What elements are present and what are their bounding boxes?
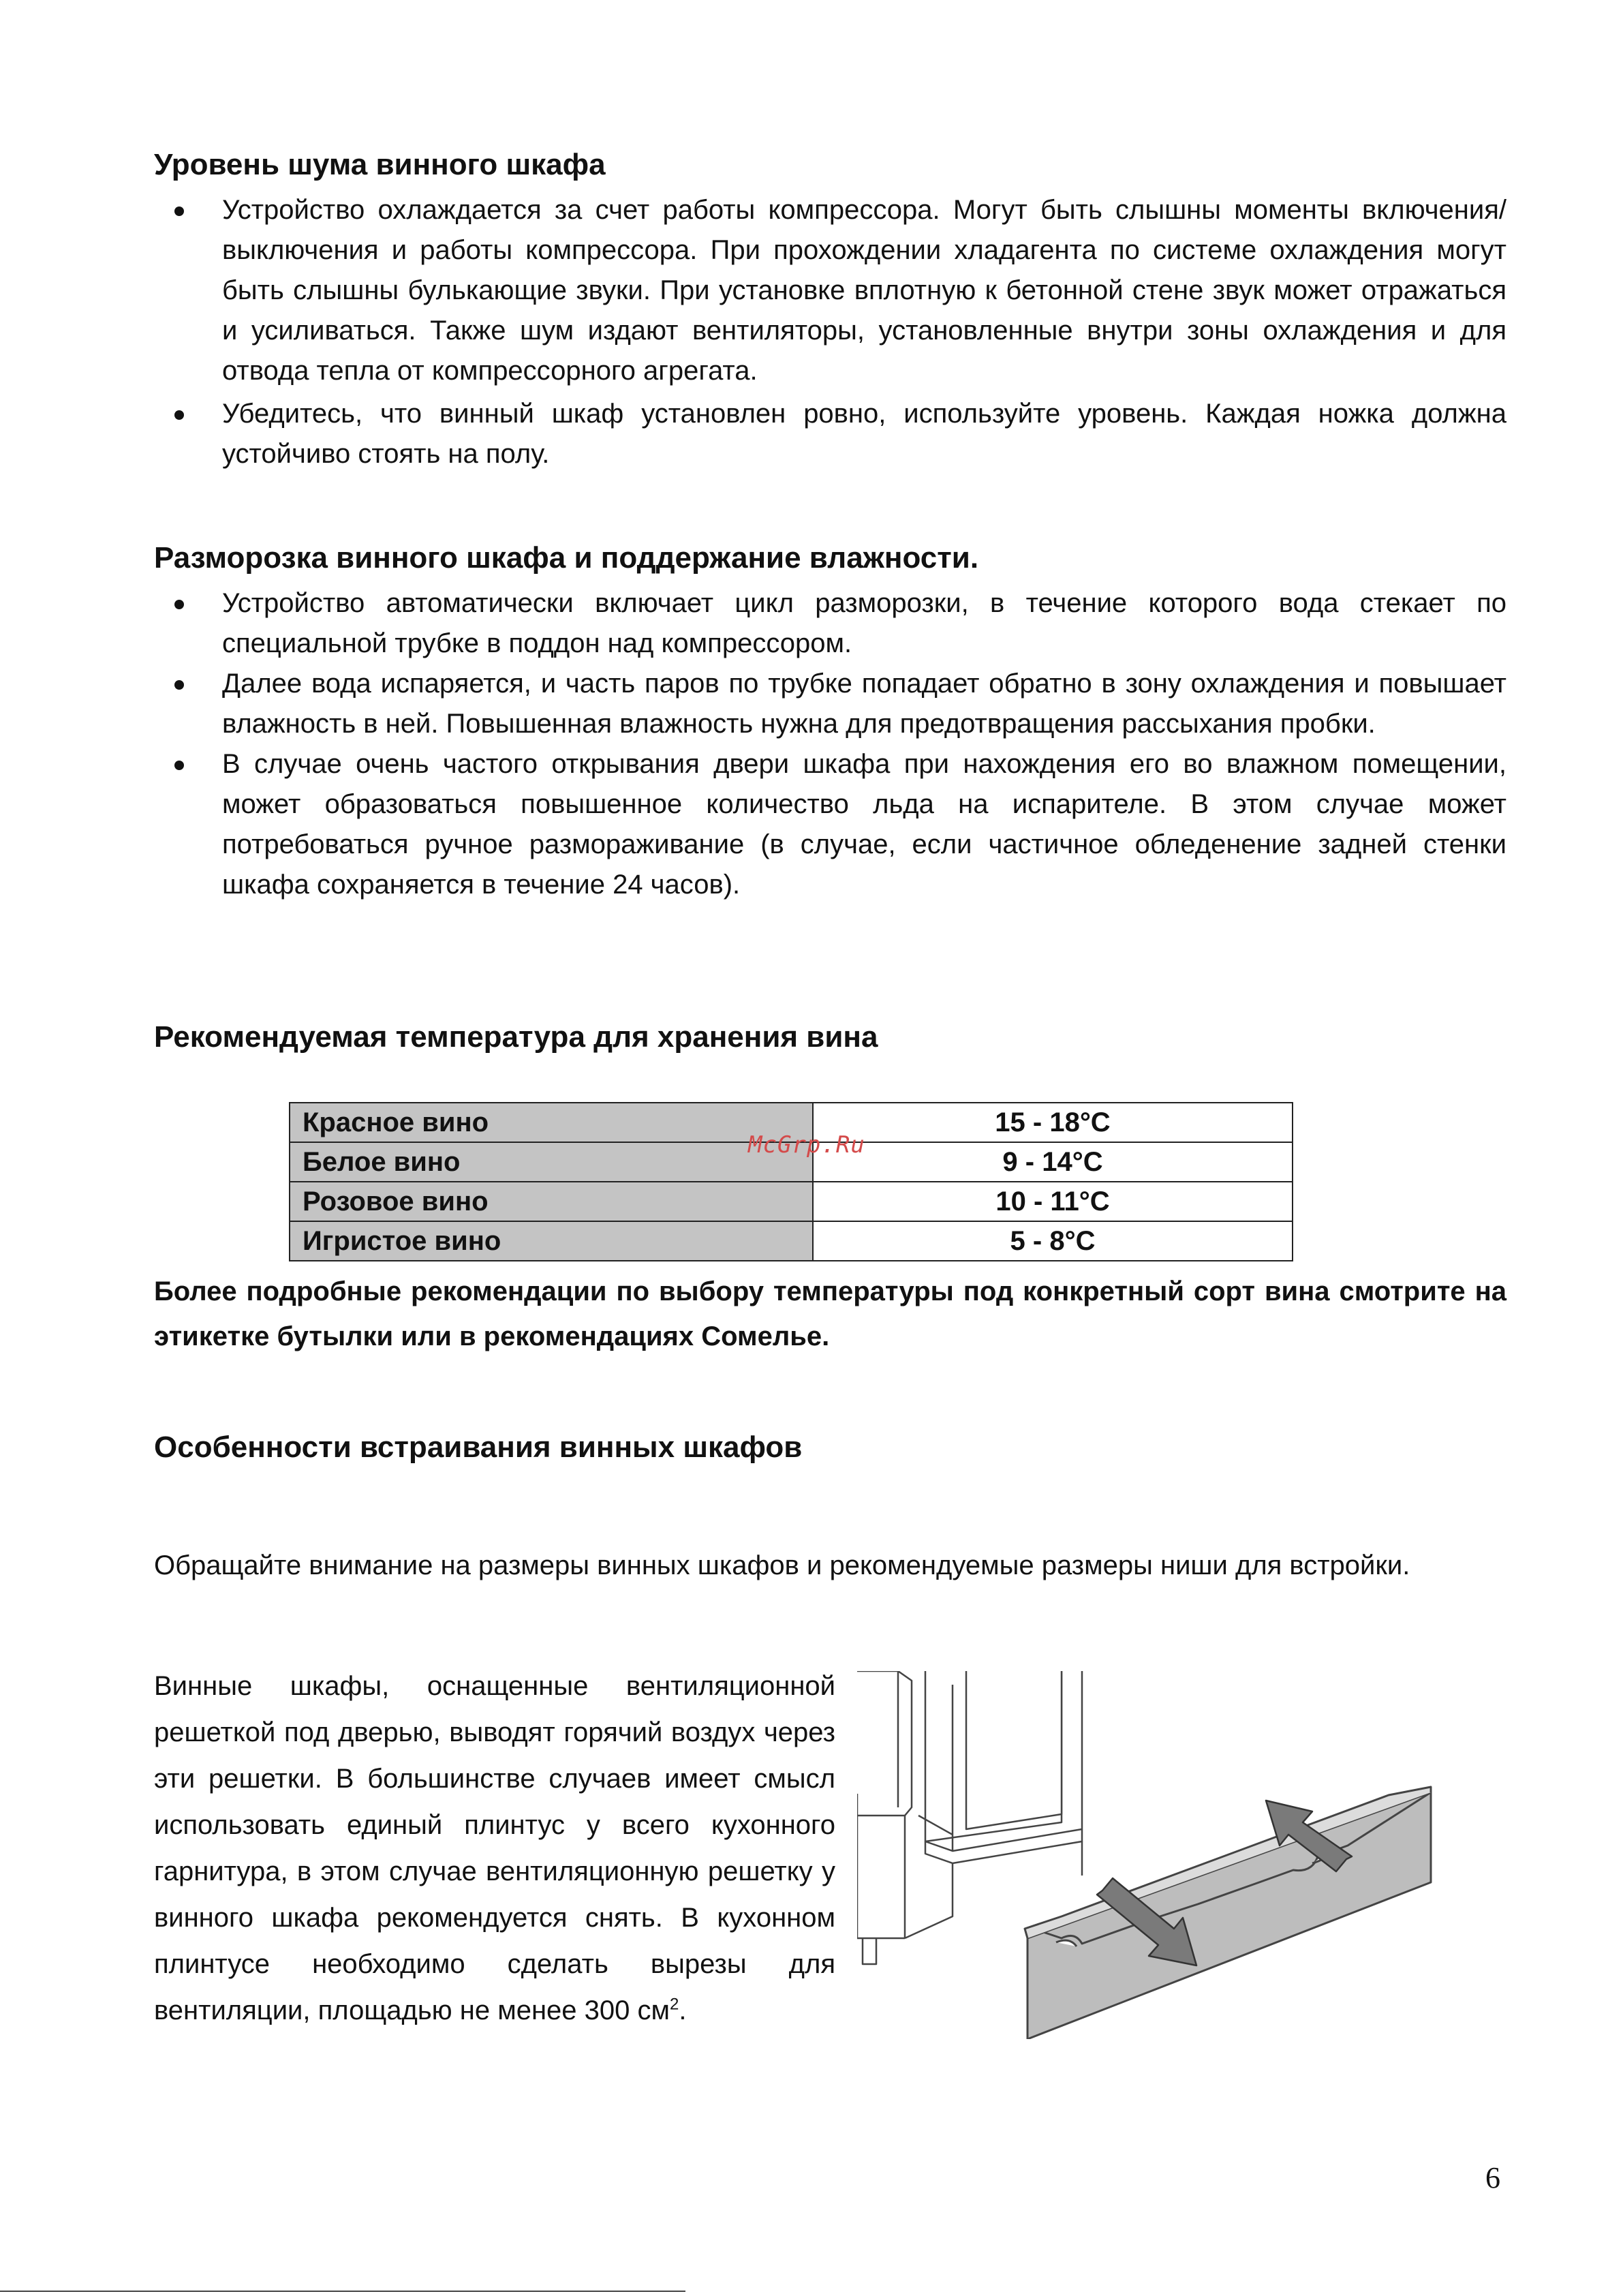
list-item: Далее вода испаряется, и часть паров по трубке попадает обратно в зону охлаждения и повышает влажность в ней. Повышенная влажность нужна для предотвращения рассыхания пробки. [154, 664, 1506, 744]
section-title-defrost: Разморозка винного шкафа и поддержание влажности. [154, 541, 979, 575]
list-item: В случае очень частого открывания двери шкафа при нахождения его во влажном помещении, может образоваться повышенное количество льда на испарителе. В этом случае может потребоваться ручное размораживание (в случае, если частичное обледенение задней стенки шкафа сохраняется в течение 24 часов). [154, 744, 1506, 905]
builtin-body [154, 1663, 835, 2034]
temperature-note: Более подробные рекомендации по выбору температуры под конкретный сорт вина смотрите на этикетке бутылки или в рекомендациях Сомелье. [154, 1276, 1506, 1351]
temperature-range: 15 - 18°C [813, 1103, 1293, 1142]
superscript: 2 [670, 1995, 679, 2014]
page-number: 6 [1485, 2161, 1500, 2194]
temperature-range: 9 - 14°C [813, 1142, 1293, 1182]
wine-name: Игристое вино [290, 1221, 813, 1261]
section-title-noise: Уровень шума винного шкафа [154, 148, 606, 181]
builtin-body-end: . [679, 1995, 687, 2025]
list-item: Устройство автоматически включает цикл разморозки, в течение которого вода стекает по специальной трубке в поддон над компрессором. [154, 583, 1506, 664]
watermark: McGrp.Ru [748, 1131, 865, 1159]
table-row [290, 1182, 1293, 1221]
list-item: Убедитесь, что винный шкаф установлен ровно, используйте уровень. Каждая ножка должна устойчиво стоять на полу. [154, 394, 1506, 474]
defrost-list [154, 583, 1506, 905]
wine-name: Красное вино [290, 1103, 813, 1142]
section-title-temperature: Рекомендуемая температура для хранения вина [154, 1020, 878, 1054]
builtin-intro: Обращайте внимание на размеры винных шкафов и рекомендуемые размеры ниши для встройки. [154, 1550, 1410, 1580]
wine-name: Белое вино [290, 1142, 813, 1182]
temperature-range: 10 - 11°C [813, 1182, 1293, 1221]
list-item: Устройство охлаждается за счет работы компрессора. Могут быть слышны моменты включения/выключения и работы компрессора. При прохождении хладагента по системе охлаждения могут быть слышны булькающие звуки. При установке вплотную к бетонной стене звук может отражаться и усиливаться. Также шум издают вентиляторы, установленные внутри зоны охлаждения и для отвода тепла от компрессорного агрегата. [154, 190, 1506, 391]
temperature-range: 5 - 8°C [813, 1221, 1293, 1261]
section-title-builtin: Особенности встраивания винных шкафов [154, 1430, 803, 1464]
wine-name: Розовое вино [290, 1182, 813, 1221]
temperature-table [289, 1102, 1293, 1261]
noise-list [154, 190, 1506, 474]
plinth-ventilation-illustration [857, 1671, 1444, 2039]
footer-rule [0, 2291, 685, 2292]
builtin-body-text: Винные шкафы, оснащенные вентиляционной решеткой под дверью, выводят горячий воздух через эти решетки. В большинстве случаев имеет смысл использовать единый плинтус у всего кухонного гарнитура, в этом случае вентиляционную решетку у винного шкафа рекомендуется снять. В кухонном плинтусе необходимо сделать вырезы для вентиляции, площадью не менее 300 см [154, 1671, 835, 2025]
table-row [290, 1221, 1293, 1261]
